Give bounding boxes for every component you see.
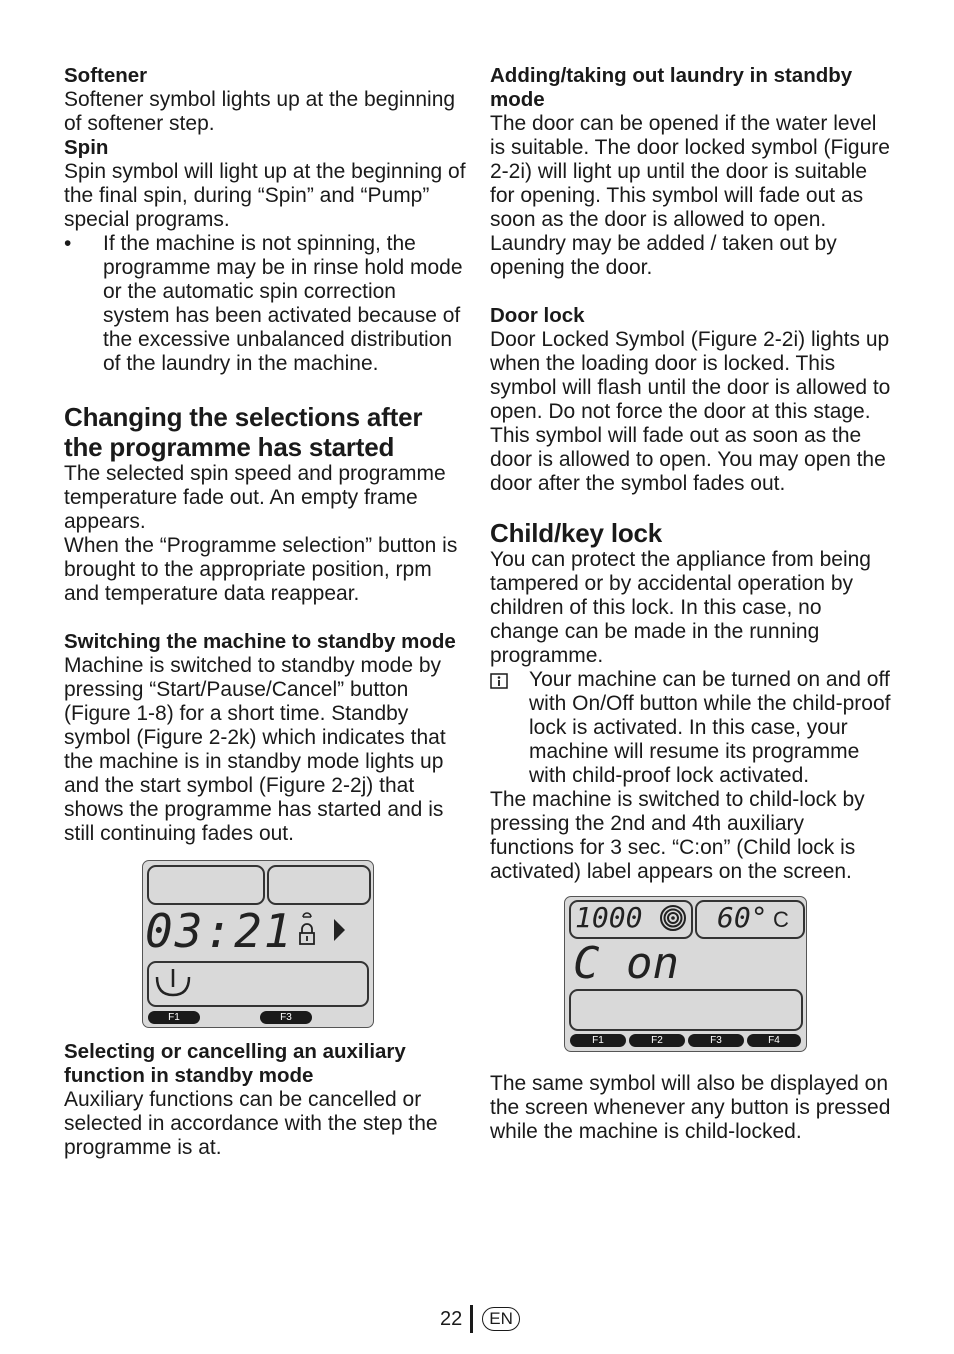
display-temperature-unit: C [773,907,789,932]
f1-indicator: F1 [148,1011,200,1024]
f3-indicator: F3 [688,1034,744,1047]
display-time: 03:21 [145,904,294,958]
same-symbol-text: The same symbol will also be displayed on the screen whenever any button is pressed while the machine is child-locked. [490,1072,891,1143]
doorlock-text: Door Locked Symbol (Figure 2-2i) lights up when the loading door is locked. This symbol will flash until the door is allowed to open. Do not force the door at this stage. This symbol will fade out as soon as the door is allowed to open. You may open the door after the symbol fades out. [490,328,891,495]
softener-text: Softener symbol lights up at the beginning of softener step. [64,88,456,135]
adding-text: The door can be opened if the water level is suitable. The door locked symbol (Figure 2-2i) will light up until the door is suitable for opening. This symbol will fade out as soon as the door is allowed to open. Laundry may be added / taken out by opening the door. [490,112,890,279]
changing-text-1: The selected spin speed and programme temperature fade out. An empty frame appears. [64,462,446,533]
spin-spiral-icon [659,905,687,937]
changing-text-2: When the “Programme selection” button is brought to the appropriate position, rpm and temperature data reappear. [64,534,458,605]
spin-bullet-item [64,232,466,376]
language-badge: EN [482,1307,520,1331]
bullet-mark: • [64,232,72,255]
display-message: C on [573,938,679,989]
standby-text: Machine is switched to standby mode by pressing “Start/Pause/Cancel” button (Figure 1-8) for a short time. Standby symbol (Figure 2-2k) which indicates that the machine is in standby mode lights up and the start symbol (Figure 2-2j) that shows the programme has started and is still continuing fades out. [64,654,446,845]
child-lock-display-figure [564,896,807,1052]
child-lock-note [490,668,892,788]
left-column [64,64,466,1160]
child-lock-text-2: The machine is switched to child-lock by pressing the 2nd and 4th auxiliary functions for 3 sec. “C:on” (Child lock is activated) label appears on the screen. [490,788,865,883]
right-column [490,64,892,1144]
display-rpm: 1000 [575,901,643,934]
f1-indicator: F1 [570,1034,626,1047]
display-temperature: 60° [717,901,768,934]
spin-bullet-text: If the machine is not spinning, the programme may be in rinse hold mode or the automatic spin correction system has been activated because of the excessive unbalanced distribution of the laundry in the machine. [103,232,463,375]
info-icon [490,671,508,695]
f4-indicator: F4 [747,1034,801,1047]
page-number: 22 [440,1308,463,1330]
standby-display-figure [142,860,374,1028]
f3-indicator: F3 [260,1011,312,1024]
aux-title: Selecting or cancelling an auxiliary function in standby mode [64,1040,406,1087]
standby-basin-icon [153,965,193,1005]
rpm-frame [147,865,265,905]
aux-text: Auxiliary functions can be cancelled or selected in accordance with the step the programme is at. [64,1088,438,1159]
child-lock-text: You can protect the appliance from being tampered or by accidental operation by children of this lock. In this case, no change can be made in the running programme. [490,548,871,667]
adding-title: Adding/taking out laundry in standby mode [490,64,853,111]
child-lock-note-text: Your machine can be turned on and off with On/Off button while the child-proof lock is activated. In this case, your machine will resume its programme with child-proof lock activated. [529,668,891,787]
programme-frame [569,989,803,1031]
temperature-frame [267,865,371,905]
spin-text: Spin symbol will light up at the beginning of the final spin, during “Spin” and “Pump” special programs. [64,160,466,231]
spin-title: Spin [64,136,109,159]
doorlock-title: Door lock [490,304,585,327]
door-lock-icon [297,911,317,953]
softener-title: Softener [64,64,148,87]
changing-heading: Changing the selections after the programme has started [64,402,423,462]
footer-divider [470,1305,473,1333]
page-footer [440,1305,520,1333]
f2-indicator: F2 [629,1034,685,1047]
child-lock-heading: Child/key lock [490,518,663,548]
standby-title: Switching the machine to standby mode [64,630,456,653]
start-triangle-icon [331,917,347,949]
